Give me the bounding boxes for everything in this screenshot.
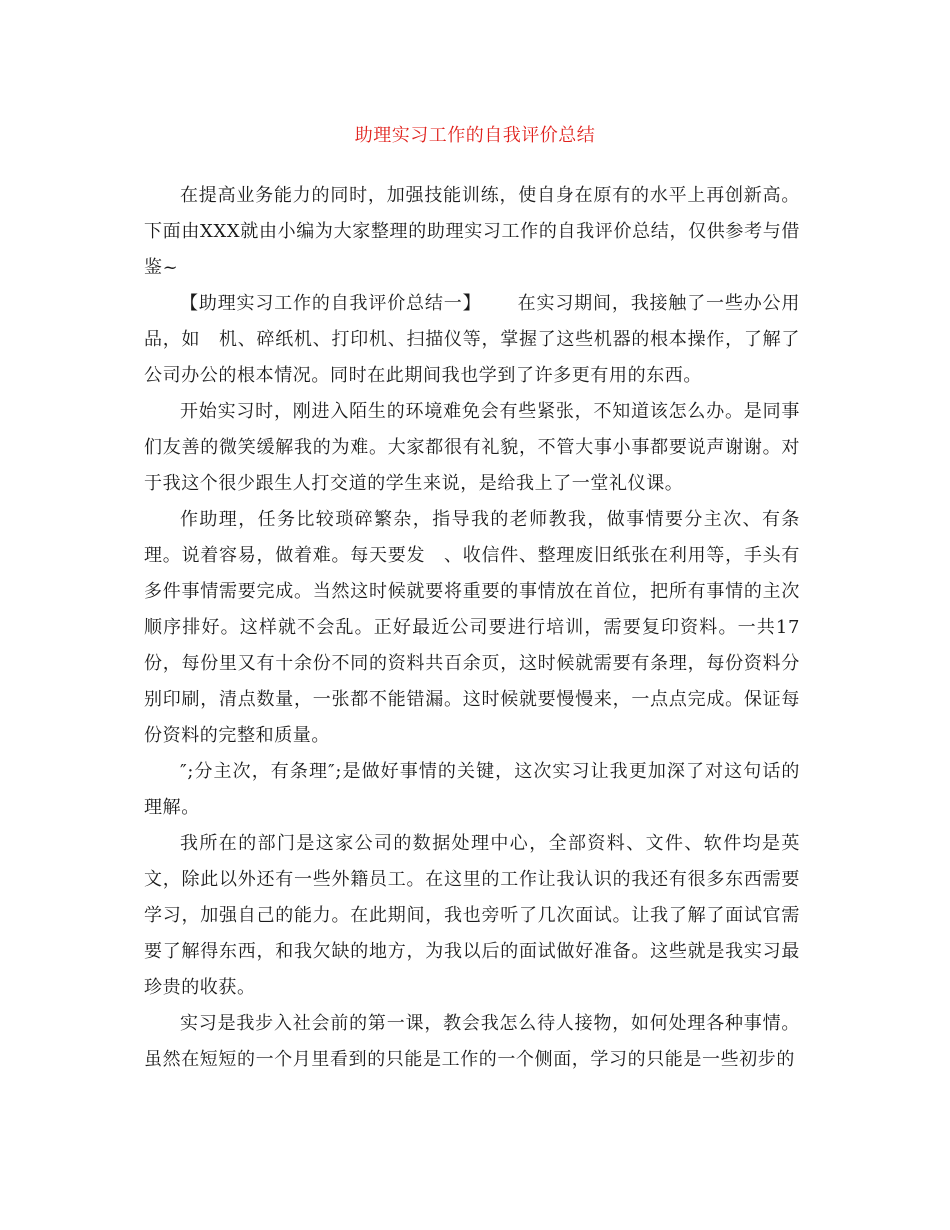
paragraph-priorities: ″;分主次，有条理″;是做好事情的关键，这次实习让我更加深了对这句话的理解。 (144, 761, 800, 818)
section-paragraph (144, 286, 800, 394)
paragraph-start-internship: 开始实习时，刚进入陌生的环境难免会有些紧张，不知道该怎么办。是同事们友善的微笑缓解我的为难。大家都很有礼貌，不管大事小事都要说声谢谢。对于我这个很少跟生人打交道的学生来说，是给我上了一堂礼仪课。 (144, 401, 800, 494)
section-text: 在实习期间，我接触了一些办公用品，如 机、碎纸机、打印机、扫描仪等，掌握了这些机器的根本操作，了解了公司办公的根本情况。同时在此期间我也学到了许多更有用的东西。 (144, 293, 800, 386)
document-body (144, 178, 800, 1078)
paragraph-assistant-work: 作助理，任务比较琐碎繁杂，指导我的老师教我，做事情要分主次、有条理。说着容易，做着难。每天要发 、收信件、整理废旧纸张在利用等，手头有多件事情需要完成。当然这时候就要将重要的事情放在首位，把所有事情的主次顺序排好。这样就不会乱。正好最近公司要进行培训，需要复印资料。一共17份，每份里又有十余份不同的资料共百余页，这时候就需要有条理，每份资料分别印刷，清点数量，一张都不能错漏。这时候就要慢慢来，一点点完成。保证每份资料的完整和质量。 (144, 509, 800, 746)
document-title: 助理实习工作的自我评价总结 (354, 125, 596, 146)
paragraph-department: 我所在的部门是这家公司的数据处理中心，全部资料、文件、软件均是英文，除此以外还有一些外籍员工。在这里的工作让我认识的我还有很多东西需要学习，加强自己的能力。在此期间，我也旁听了几次面试。让我了解了面试官需要了解得东西，和我欠缺的地方，为我以后的面试做好准备。这些就是我实习最珍贵的收获。 (144, 833, 800, 998)
intro-paragraph: 在提高业务能力的同时，加强技能训练，使自身在原有的水平上再创新高。下面由XXX就由小编为大家整理的助理实习工作的自我评价总结，仅供参考与借鉴~ (144, 185, 800, 278)
paragraph-first-lesson: 实习是我步入社会前的第一课，教会我怎么待人接物，如何处理各种事情。虽然在短短的一个月里看到的只能是工作的一个侧面，学习的只能是一些初步的 (144, 1013, 800, 1070)
section-heading: 【助理实习工作的自我评价总结一】 (180, 293, 482, 314)
